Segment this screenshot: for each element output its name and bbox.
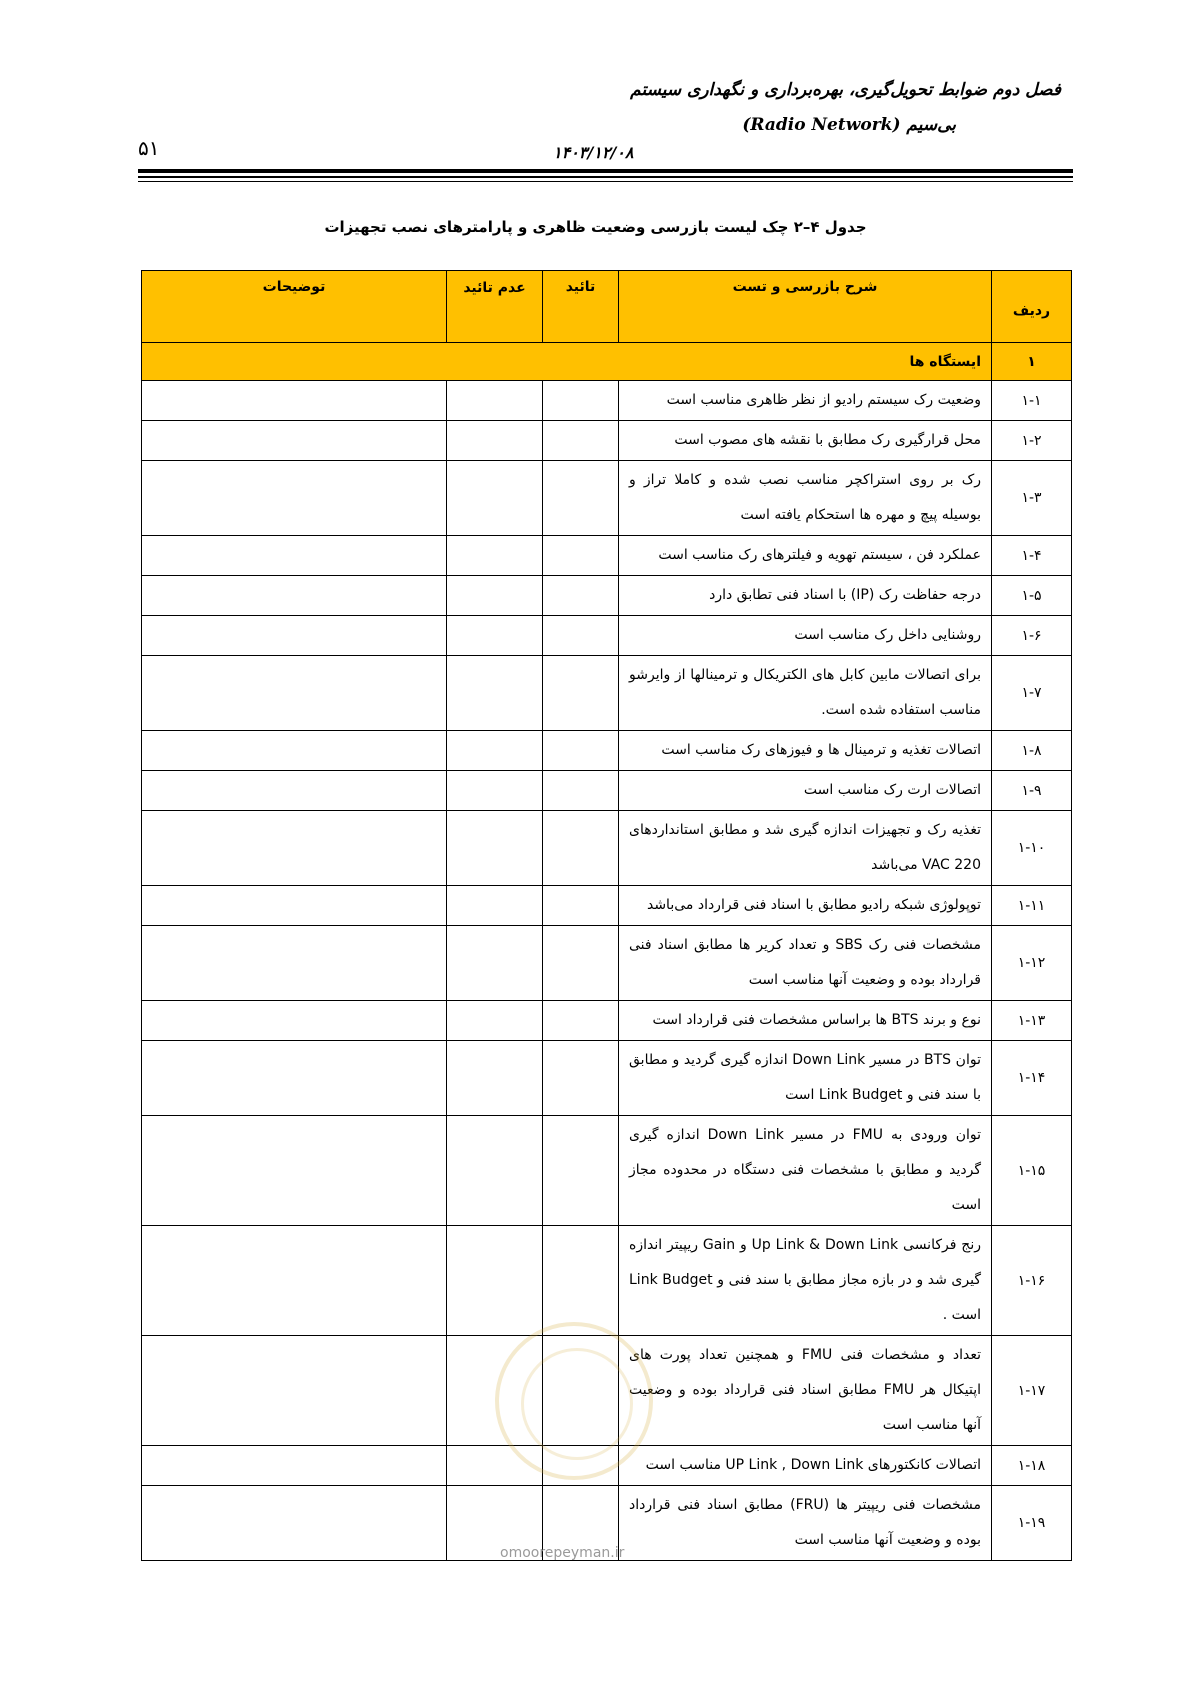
approved-cell[interactable] xyxy=(543,616,619,656)
notes-cell[interactable] xyxy=(142,461,447,536)
row-description: اتصالات ارت رک مناسب است xyxy=(619,771,992,811)
notes-cell[interactable] xyxy=(142,811,447,886)
not-approved-cell[interactable] xyxy=(447,461,543,536)
notes-cell[interactable] xyxy=(142,926,447,1001)
row-number: ۱-۱۳ xyxy=(992,1001,1072,1041)
section-title: ایستگاه ها xyxy=(142,343,992,381)
not-approved-cell[interactable] xyxy=(447,421,543,461)
not-approved-cell[interactable] xyxy=(447,616,543,656)
table-row xyxy=(142,811,1072,886)
not-approved-cell[interactable] xyxy=(447,656,543,731)
row-description: توان BTS در مسیر Down Link اندازه گیری گردید و مطابق با سند فنی و Link Budget است xyxy=(619,1041,992,1116)
chapter-subtitle: بی‌سیم (Radio Network) xyxy=(742,115,956,135)
row-number: ۱-۸ xyxy=(992,731,1072,771)
notes-cell[interactable] xyxy=(142,656,447,731)
row-description: تعداد و مشخصات فنی FMU و همچنین تعداد پورت های اپتیکال هر FMU مطابق اسناد فنی قرارداد بوده و وضعیت آنها مناسب است xyxy=(619,1336,992,1446)
row-description: توپولوژی شبکه رادیو مطابق با اسناد فنی قرارداد می‌باشد xyxy=(619,886,992,926)
notes-cell[interactable] xyxy=(142,421,447,461)
row-description: اتصالات کانکتورهای UP Link , Down Link مناسب است xyxy=(619,1446,992,1486)
table-row xyxy=(142,886,1072,926)
notes-cell[interactable] xyxy=(142,381,447,421)
page-number: ۵۱ xyxy=(138,136,160,160)
section-row xyxy=(142,343,1072,381)
notes-cell[interactable] xyxy=(142,771,447,811)
row-number: ۱-۵ xyxy=(992,576,1072,616)
approved-cell[interactable] xyxy=(543,1446,619,1486)
row-description: مشخصات فنی رک SBS و تعداد کریر ها مطابق اسناد فنی قرارداد بوده و وضعیت آنها مناسب است xyxy=(619,926,992,1001)
approved-cell[interactable] xyxy=(543,536,619,576)
table-row xyxy=(142,536,1072,576)
not-approved-cell[interactable] xyxy=(447,576,543,616)
not-approved-cell[interactable] xyxy=(447,536,543,576)
not-approved-cell[interactable] xyxy=(447,771,543,811)
table-row xyxy=(142,656,1072,731)
row-number: ۱-۱۸ xyxy=(992,1446,1072,1486)
row-number: ۱-۳ xyxy=(992,461,1072,536)
not-approved-cell[interactable] xyxy=(447,1446,543,1486)
approved-cell[interactable] xyxy=(543,1116,619,1226)
row-number: ۱-۹ xyxy=(992,771,1072,811)
row-number: ۱-۱ xyxy=(992,381,1072,421)
row-description: روشنایی داخل رک مناسب است xyxy=(619,616,992,656)
approved-cell[interactable] xyxy=(543,1001,619,1041)
row-description: رنج فرکانسی Up Link & Down Link و Gain ریپیتر اندازه گیری شد و در بازه مجاز مطابق با سند فنی و Link Budget است . xyxy=(619,1226,992,1336)
approved-cell[interactable] xyxy=(543,576,619,616)
row-number: ۱-۱۴ xyxy=(992,1041,1072,1116)
header-approved: تائید xyxy=(543,271,619,343)
not-approved-cell[interactable] xyxy=(447,886,543,926)
header-description: شرح بازرسی و تست xyxy=(619,271,992,343)
approved-cell[interactable] xyxy=(543,656,619,731)
watermark-site: omoorepeyman.ir xyxy=(500,1545,625,1561)
table-row xyxy=(142,771,1072,811)
notes-cell[interactable] xyxy=(142,1041,447,1116)
table-row xyxy=(142,1446,1072,1486)
not-approved-cell[interactable] xyxy=(447,1001,543,1041)
row-description: توان ورودی به FMU در مسیر Down Link اندازه گیری گردید و مطابق با مشخصات فنی دستگاه در محدوده مجاز است xyxy=(619,1116,992,1226)
not-approved-cell[interactable] xyxy=(447,1041,543,1116)
approved-cell[interactable] xyxy=(543,926,619,1001)
row-number: ۱-۱۹ xyxy=(992,1486,1072,1561)
row-number: ۱-۲ xyxy=(992,421,1072,461)
table-row xyxy=(142,1041,1072,1116)
chapter-title: فصل دوم ضوابط تحویل‌گیری، بهره‌برداری و نگهداری سیستم xyxy=(630,80,1061,100)
not-approved-cell[interactable] xyxy=(447,1336,543,1446)
not-approved-cell[interactable] xyxy=(447,1116,543,1226)
approved-cell[interactable] xyxy=(543,421,619,461)
table-row xyxy=(142,1336,1072,1446)
row-description: مشخصات فنی ریپیتر ها (FRU) مطابق اسناد فنی قرارداد بوده و وضعیت آنها مناسب است xyxy=(619,1486,992,1561)
notes-cell[interactable] xyxy=(142,731,447,771)
row-number: ۱-۱۰ xyxy=(992,811,1072,886)
notes-cell[interactable] xyxy=(142,1446,447,1486)
not-approved-cell[interactable] xyxy=(447,731,543,771)
table-row xyxy=(142,576,1072,616)
notes-cell[interactable] xyxy=(142,1336,447,1446)
notes-cell[interactable] xyxy=(142,1001,447,1041)
not-approved-cell[interactable] xyxy=(447,926,543,1001)
document-date: ۱۴۰۳/۱۲/۰۸ xyxy=(553,143,634,162)
not-approved-cell[interactable] xyxy=(447,811,543,886)
row-description: عملکرد فن ، سیستم تهویه و فیلترهای رک مناسب است xyxy=(619,536,992,576)
table-row xyxy=(142,381,1072,421)
notes-cell[interactable] xyxy=(142,886,447,926)
row-number: ۱-۷ xyxy=(992,656,1072,731)
row-number: ۱-۱۵ xyxy=(992,1116,1072,1226)
notes-cell[interactable] xyxy=(142,1226,447,1336)
row-number: ۱-۱۶ xyxy=(992,1226,1072,1336)
row-description: رک بر روی استراکچر مناسب نصب شده و کاملا تراز و بوسیله پیچ و مهره ها استحکام یافته است xyxy=(619,461,992,536)
not-approved-cell[interactable] xyxy=(447,381,543,421)
table-row xyxy=(142,616,1072,656)
approved-cell[interactable] xyxy=(543,461,619,536)
table-row xyxy=(142,731,1072,771)
approved-cell[interactable] xyxy=(543,771,619,811)
approved-cell[interactable] xyxy=(543,381,619,421)
header-not-approved: عدم تائید xyxy=(447,271,543,343)
approved-cell[interactable] xyxy=(543,731,619,771)
row-description: تغذیه رک و تجهیزات اندازه گیری شد و مطابق استانداردهای 220 VAC می‌باشد xyxy=(619,811,992,886)
row-description: برای اتصالات مابین کابل های الکتریکال و ترمینالها از وایرشو مناسب استفاده شده است. xyxy=(619,656,992,731)
row-number: ۱-۱۲ xyxy=(992,926,1072,1001)
header-rule xyxy=(138,181,1073,182)
table-row xyxy=(142,926,1072,1001)
header-rule xyxy=(138,169,1073,173)
table-caption: جدول ۴–۲ چک لیست بازرسی وضعیت ظاهری و پارامترهای نصب تجهیزات xyxy=(324,218,867,236)
inspection-checklist-table xyxy=(141,270,1072,1561)
section-number: ۱ xyxy=(992,343,1072,381)
table-row xyxy=(142,461,1072,536)
row-description: اتصالات تغذیه و ترمینال ها و فیوزهای رک مناسب است xyxy=(619,731,992,771)
row-number: ۱-۴ xyxy=(992,536,1072,576)
approved-cell[interactable] xyxy=(543,1041,619,1116)
row-description: نوع و برند BTS ها براساس مشخصات فنی قرارداد است xyxy=(619,1001,992,1041)
row-number: ۱-۶ xyxy=(992,616,1072,656)
table-row xyxy=(142,421,1072,461)
header-row-number: ردیف xyxy=(992,271,1072,343)
table-row xyxy=(142,1226,1072,1336)
header-rule xyxy=(138,176,1073,178)
not-approved-cell[interactable] xyxy=(447,1226,543,1336)
header-notes: توضیحات xyxy=(142,271,447,343)
row-number: ۱-۱۱ xyxy=(992,886,1072,926)
table-row xyxy=(142,1001,1072,1041)
notes-cell[interactable] xyxy=(142,616,447,656)
notes-cell[interactable] xyxy=(142,1116,447,1226)
notes-cell[interactable] xyxy=(142,536,447,576)
row-description: محل قرارگیری رک مطابق با نقشه های مصوب است xyxy=(619,421,992,461)
notes-cell[interactable] xyxy=(142,1486,447,1561)
row-number: ۱-۱۷ xyxy=(992,1336,1072,1446)
notes-cell[interactable] xyxy=(142,576,447,616)
approved-cell[interactable] xyxy=(543,811,619,886)
row-description: درجه حفاظت رک (IP) با اسناد فنی تطابق دارد xyxy=(619,576,992,616)
approved-cell[interactable] xyxy=(543,1226,619,1336)
row-description: وضعیت رک سیستم رادیو از نظر ظاهری مناسب است xyxy=(619,381,992,421)
approved-cell[interactable] xyxy=(543,886,619,926)
approved-cell[interactable] xyxy=(543,1336,619,1446)
table-row xyxy=(142,1116,1072,1226)
